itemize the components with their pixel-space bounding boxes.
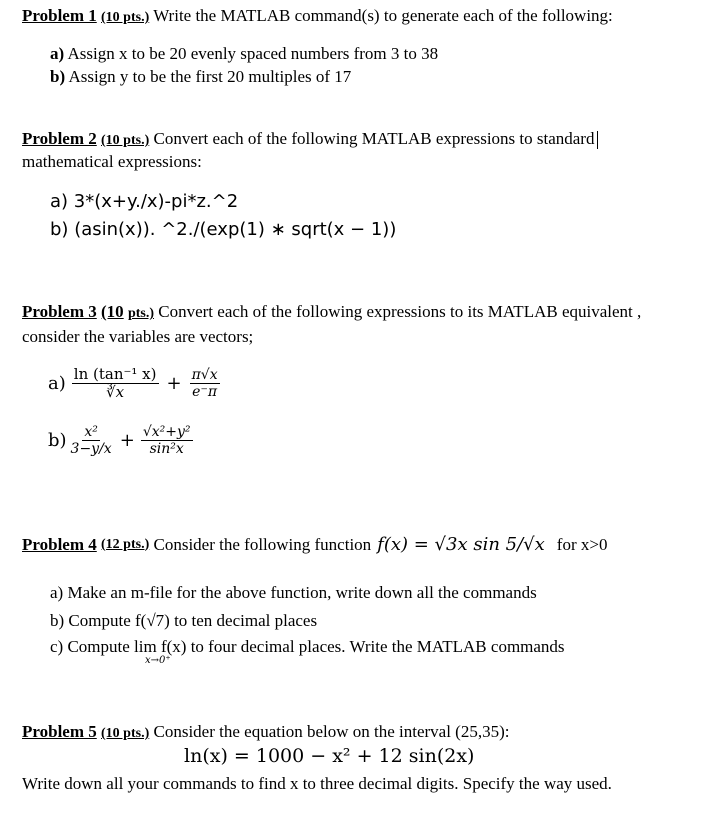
problem-2-title: Problem 2 xyxy=(22,129,97,148)
problem-1-item-a xyxy=(50,44,438,64)
problem-2-points: (10 pts.) xyxy=(101,133,150,148)
problem-4-text: Consider the following function xyxy=(149,534,372,554)
denominator: 3−y/x xyxy=(70,441,112,458)
fraction xyxy=(141,424,193,457)
fraction xyxy=(69,424,114,457)
function-condition: for x>0 xyxy=(556,534,608,554)
problem-4-points: (12 pts.) xyxy=(101,536,150,552)
numerator: π√x xyxy=(191,367,218,384)
numerator: x² xyxy=(84,424,98,440)
fraction xyxy=(72,366,159,402)
item-text: Assign y to be the first 20 multiples of 17 xyxy=(68,67,352,86)
item-text: Make an m-file for the above function, write down all the commands xyxy=(67,583,537,602)
item-label: b) xyxy=(50,611,65,630)
problem-3-points: (10 xyxy=(101,302,124,321)
numerator: ln (tan⁻¹ x) xyxy=(73,365,157,383)
problem-5-text: Consider the equation below on the interval (25,35): xyxy=(153,722,510,741)
plus-sign: + xyxy=(166,373,182,395)
problem-1-text: Write the MATLAB command(s) to generate each of the following: xyxy=(149,6,613,25)
text-cursor xyxy=(597,131,598,149)
item-text: Compute f(√7) to ten decimal places xyxy=(68,611,318,630)
problem-2-text-line2: mathematical expressions: xyxy=(22,152,202,171)
problem-5-text-line2: Write down all your commands to find x to three decimal digits. Specify the way used. xyxy=(22,774,612,793)
problem-2-heading-line xyxy=(22,129,598,149)
item-text: Assign x to be 20 evenly spaced numbers from 3 to 38 xyxy=(67,44,439,63)
item-label: a) xyxy=(48,373,66,395)
problem-4-item-a xyxy=(50,583,537,603)
problem-3-points-unit: pts.) xyxy=(127,306,154,321)
problem-2-item-a xyxy=(50,191,238,212)
function-definition: f(x) = √3x sin 5/√x xyxy=(377,534,545,555)
problem-1-item-b xyxy=(50,67,351,87)
problem-5-equation: ln(x) = 1000 − x² + 12 sin(2x) xyxy=(184,745,475,767)
problem-4-title: Problem 4 xyxy=(22,534,97,554)
item-text: Compute lim f(x) to four decimal places. Write the MATLAB commands xyxy=(67,637,565,656)
problem-2-item-b xyxy=(50,219,396,240)
fraction xyxy=(190,367,220,400)
item-label: b) xyxy=(50,67,66,86)
denominator: sin²x xyxy=(149,441,184,458)
problem-1-points: (10 pts.) xyxy=(101,10,150,25)
problem-3-heading-line xyxy=(22,302,641,322)
problem-4-heading-line xyxy=(22,534,607,555)
item-text: (asin(x)). ^2./(exp(1) ∗ sqrt(x − 1)) xyxy=(74,219,397,240)
problem-3-text-line2: consider the variables are vectors; xyxy=(22,327,254,346)
item-text: 3*(x+y./x)-pi*z.^2 xyxy=(73,191,239,212)
problem-5-heading-line xyxy=(22,722,509,742)
problem-3-expression-a xyxy=(48,366,220,402)
numerator: √x²+y² xyxy=(142,424,191,440)
item-label: b) xyxy=(50,219,69,240)
problem-1-title: Problem 1 xyxy=(22,6,97,25)
item-label: a) xyxy=(50,191,69,212)
denominator: e⁻π xyxy=(192,384,218,401)
item-label: a) xyxy=(50,583,64,602)
problem-1-heading-line xyxy=(22,6,613,26)
problem-3-title: Problem 3 xyxy=(22,302,97,321)
problem-5-points: (10 pts.) xyxy=(101,726,150,741)
denominator: ∛x xyxy=(106,383,125,402)
problem-4-item-b xyxy=(50,611,317,631)
item-label: a) xyxy=(50,44,65,63)
plus-sign: + xyxy=(119,430,135,452)
item-label: b) xyxy=(48,430,67,452)
limit-subscript: x→0⁺ xyxy=(145,655,171,666)
item-label: c) xyxy=(50,637,64,656)
problem-5-title: Problem 5 xyxy=(22,722,97,741)
problem-2-text: Convert each of the following MATLAB expressions to standard xyxy=(149,129,595,148)
problem-3-expression-b xyxy=(48,424,193,457)
problem-4-item-c xyxy=(50,637,565,657)
problem-3-text: Convert each of the following expressions to its MATLAB equivalent , xyxy=(154,302,642,321)
